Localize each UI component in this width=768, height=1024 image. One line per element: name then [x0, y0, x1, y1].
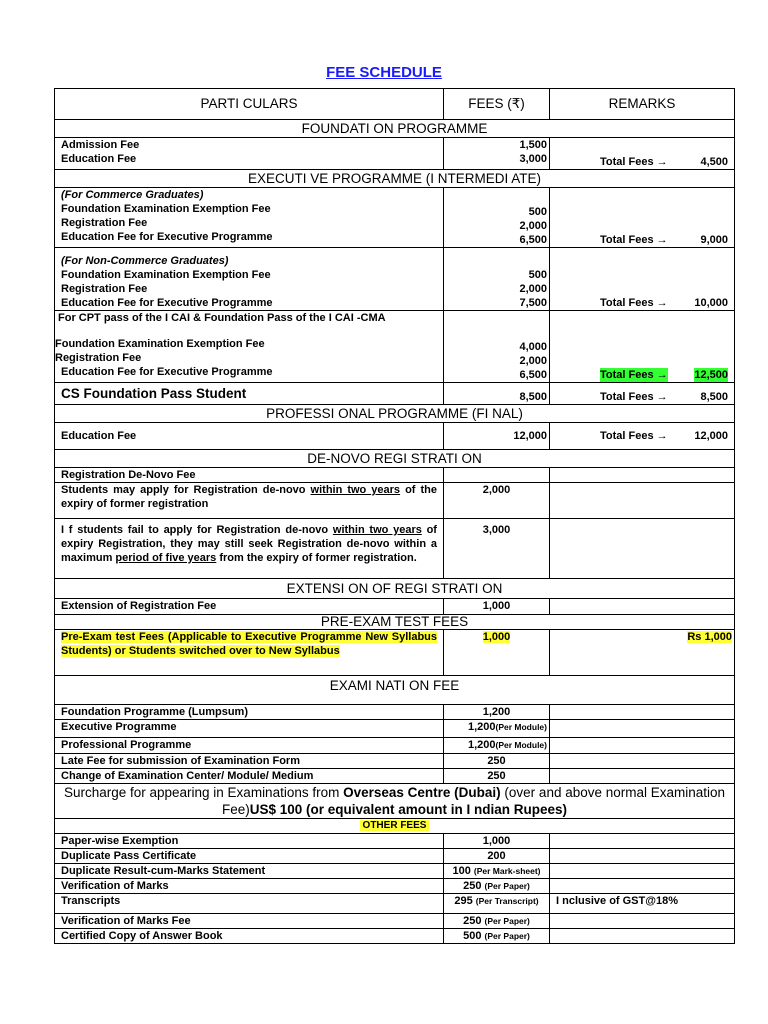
table-row: Change of Examination Center/ Module/ Medium 250 [55, 769, 735, 784]
page-title: FEE SCHEDULE [326, 64, 442, 81]
table-row: Admission Fee Education Fee 1,500 3,000 Total Fees → 4,500 [55, 138, 735, 170]
table-row: I f students fail to apply for Registration de-novo within two years of expiry Registration, they may still seek Registration de-novo within a maximum period of five years from the expiry of former registration. 3,000 [55, 519, 735, 579]
table-row: Transcripts 295 (Per Transcript) I nclusive of GST@18% [55, 894, 735, 914]
table-row: Professional Programme 1,200(Per Module) [55, 738, 735, 754]
table-row: Paper-wise Exemption 1,000 [55, 834, 735, 849]
table-row: Duplicate Pass Certificate 200 [55, 849, 735, 864]
table-row: Late Fee for submission of Examination Form 250 [55, 754, 735, 769]
table-row: (For Commerce Graduates) Foundation Examination Exemption Fee Registration Fee Education Fee for Executive Programme 500 2,000 6,500 Total Fees → 9,000 [55, 188, 735, 248]
section-foundation: FOUNDATI ON PROGRAMME [55, 120, 735, 138]
section-extension: EXTENSI ON OF REGI STRATI ON [55, 579, 735, 599]
fee-table [54, 88, 735, 944]
table-row: Duplicate Result-cum-Marks Statement 100 (Per Mark-sheet) [55, 864, 735, 879]
header-fees: FEES (₹) [444, 89, 550, 120]
table-row: Registration De-Novo Fee [55, 468, 735, 483]
section-professional: PROFESSI ONAL PROGRAMME (FI NAL) [55, 405, 735, 423]
table-row: For CPT pass of the I CAI & Foundation Pass of the I CAI -CMA Foundation Examination Exemption Fee Registration Fee Education Fee for Executive Programme 4,000 2,000 6,500 Total Fees → 12,500 [55, 311, 735, 383]
table-row: Pre-Exam test Fees (Applicable to Executive Programme New Syllabus Students) or Students switched over to New Syllabus 1,000 Rs 1,000 [55, 630, 735, 676]
section-executive: EXECUTI VE PROGRAMME (I NTERMEDI ATE) [55, 170, 735, 188]
table-row: Extension of Registration Fee 1,000 [55, 599, 735, 615]
section-denovo: DE-NOVO REGI STRATI ON [55, 450, 735, 468]
table-row: CS Foundation Pass Student 8,500 Total Fees → 8,500 [55, 383, 735, 405]
table-row: Verification of Marks Fee 250 (Per Paper) [55, 914, 735, 929]
section-other-fees: OTHER FEES [55, 819, 735, 834]
table-row: Education Fee 12,000 Total Fees → 12,000 [55, 423, 735, 450]
section-exam: EXAMI NATI ON FEE [55, 676, 735, 705]
table-row: Foundation Programme (Lumpsum) 1,200 [55, 705, 735, 720]
header-remarks: REMARKS [550, 89, 735, 120]
table-row: Executive Programme 1,200(Per Module) [55, 720, 735, 738]
section-preexam: PRE-EXAM TEST FEES [55, 615, 735, 630]
table-row: (For Non-Commerce Graduates) Foundation Examination Exemption Fee Registration Fee Education Fee for Executive Programme 500 2,000 7,500 Total Fees → 10,000 [55, 248, 735, 311]
table-row: Students may apply for Registration de-novo within two years of the expiry of former registration 2,000 [55, 483, 735, 519]
table-row: Certified Copy of Answer Book 500 (Per Paper) [55, 929, 735, 944]
surcharge-row: Surcharge for appearing in Examinations from Overseas Centre (Dubai) (over and above normal Examination Fee)US$ 100 (or equivalent amount in I ndian Rupees) [55, 784, 735, 819]
table-header [55, 89, 735, 120]
table-row: Verification of Marks 250 (Per Paper) [55, 879, 735, 894]
header-particulars: PARTI CULARS [55, 89, 444, 120]
